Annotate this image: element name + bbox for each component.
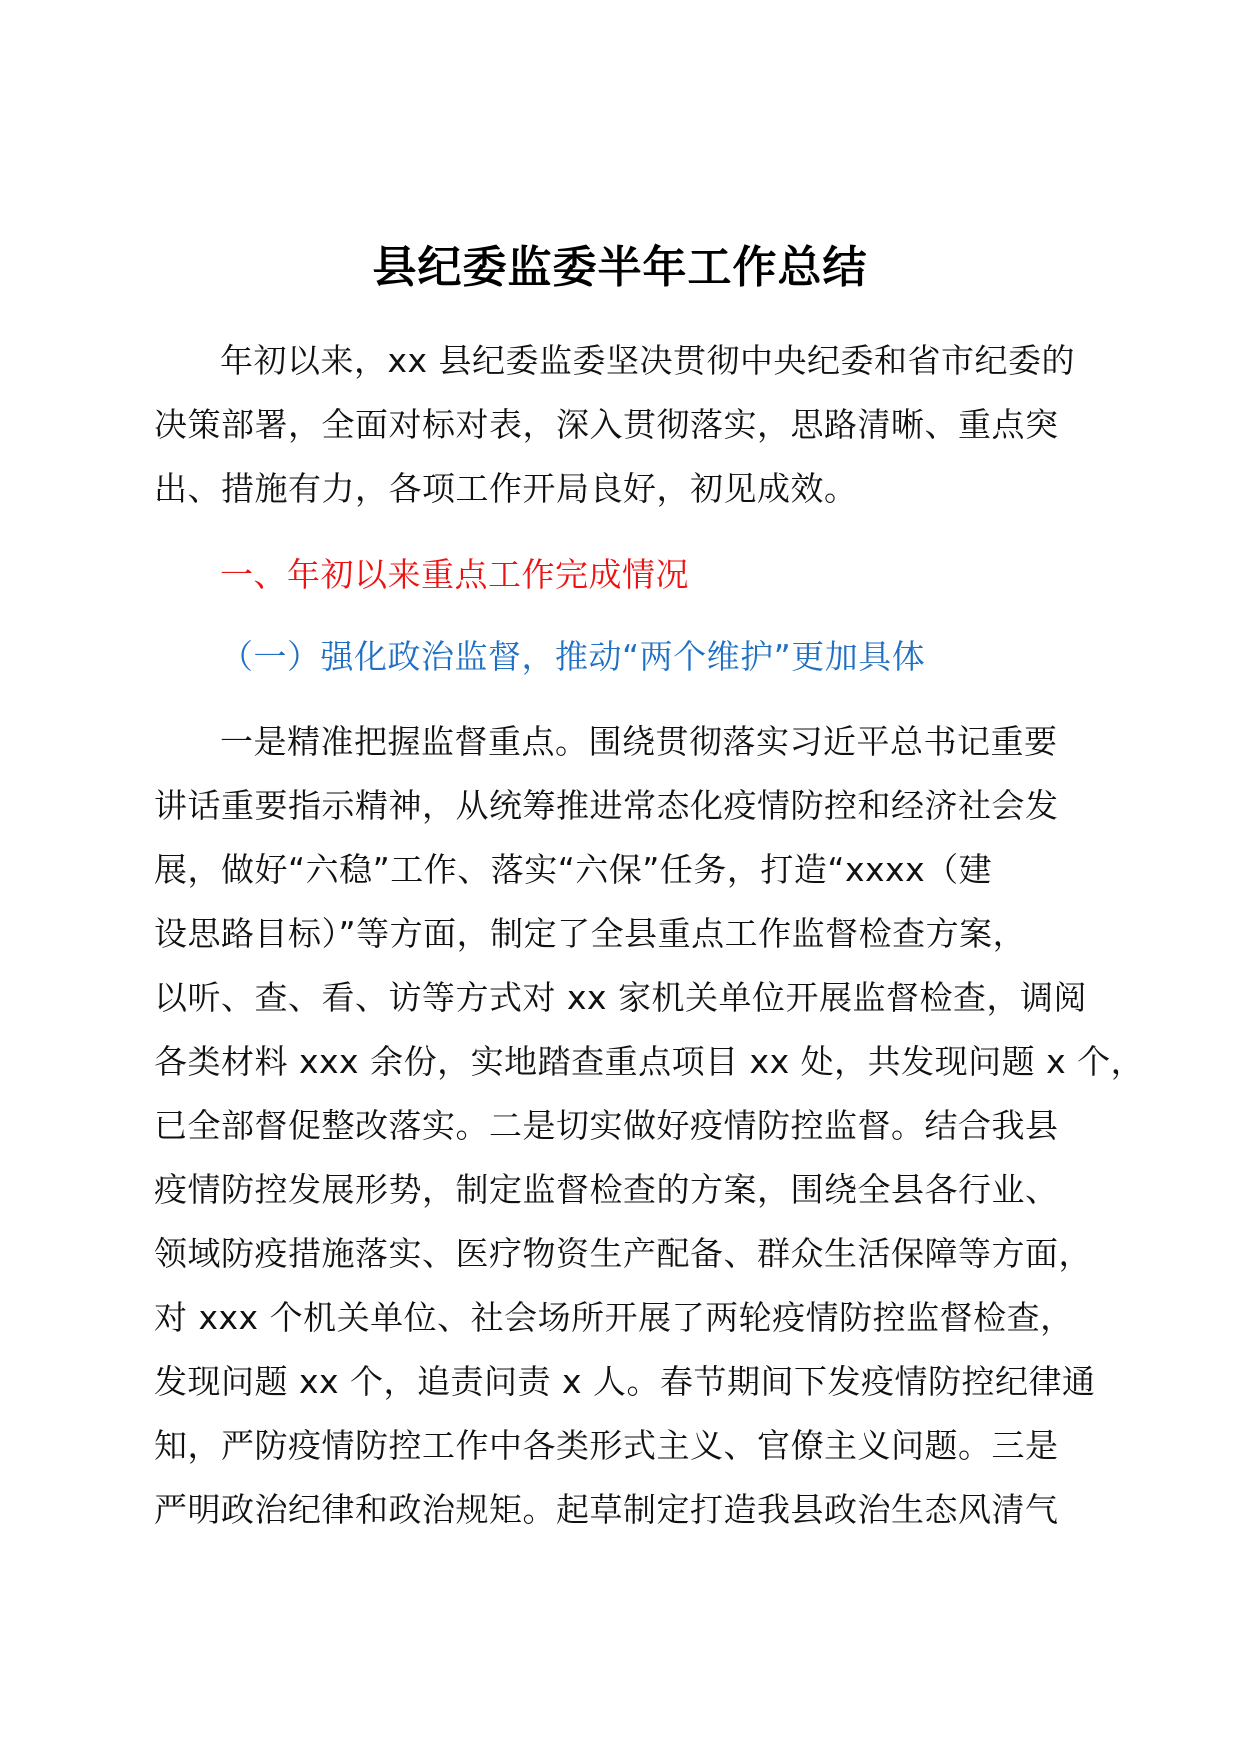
body-line-13: 严明政治纪律和政治规矩。起草制定打造我县政治生态风清气 [154,1490,1059,1529]
body-line-11: 发现问题 xx 个，追责问责 x 人。春节期间下发疫情防控纪律通 [154,1362,1096,1401]
section-heading: 一、年初以来重点工作完成情况 [220,555,689,594]
body-line-2: 讲话重要指示精神，从统筹推进常态化疫情防控和经济社会发 [154,786,1059,825]
intro-line-3: 出、措施有力，各项工作开局良好，初见成效。 [154,469,858,508]
body-line-3: 展，做好“六稳”工作、落实“六保”任务，打造“xxxx（建 [154,850,993,889]
body-line-6: 各类材料 xxx 余份，实地踏查重点项目 xx 处，共发现问题 x 个， [154,1042,1145,1081]
document-title: 县纪委监委半年工作总结 [372,242,868,293]
body-line-7: 已全部督促整改落实。二是切实做好疫情防控监督。结合我县 [154,1106,1059,1145]
intro-line-1: 年初以来，xx 县纪委监委坚决贯彻中央纪委和省市纪委的 [220,341,1076,380]
body-line-9: 领域防疫措施落实、医疗物资生产配备、群众生活保障等方面， [154,1234,1092,1273]
body-line-5: 以听、查、看、访等方式对 xx 家机关单位开展监督检查，调阅 [154,978,1088,1017]
intro-line-2: 决策部署，全面对标对表，深入贯彻落实，思路清晰、重点突 [154,405,1059,444]
body-line-4: 设思路目标）”等方面，制定了全县重点工作监督检查方案， [154,914,1027,953]
body-line-8: 疫情防控发展形势，制定监督检查的方案，围绕全县各行业、 [154,1170,1059,1209]
body-line-1: 一是精准把握监督重点。围绕贯彻落实习近平总书记重要 [220,722,1058,761]
body-line-12: 知，严防疫情防控工作中各类形式主义、官僚主义问题。三是 [154,1426,1059,1465]
body-line-10: 对 xxx 个机关单位、社会场所开展了两轮疫情防控监督检查， [154,1298,1074,1337]
subsection-heading: （一）强化政治监督，推动“两个维护”更加具体 [220,637,926,676]
